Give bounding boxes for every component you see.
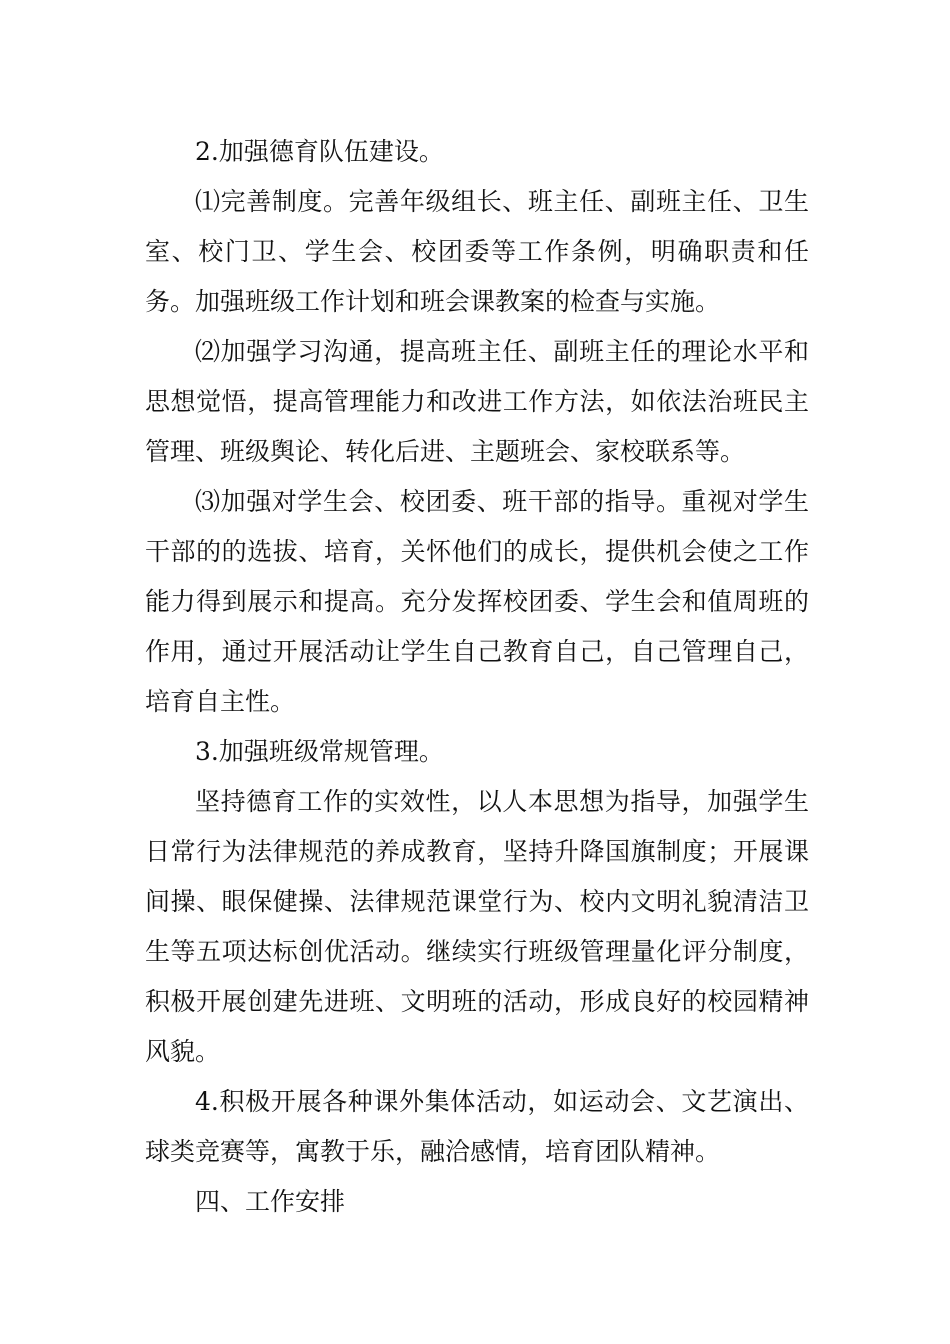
heading-moral-team: 2.加强德育队伍建设。 (195, 137, 444, 166)
paragraph-learning-communication: ⑵加强学习沟通，提高班主任、副班主任的理论水平和思想觉悟，提高管理能力和改进工作方法，如依法治班民主管理、班级舆论、转化后进、主题班会、家校联系等。 (145, 337, 809, 466)
heading-class-management: 3.加强班级常规管理。 (195, 737, 444, 766)
paragraph-moral-effectiveness: 坚持德育工作的实效性，以人本思想为指导，加强学生日常行为法律规范的养成教育，坚持升降国旗制度；开展课间操、眼保健操、法律规范课堂行为、校内文明礼貌清洁卫生等五项达标创优活动。继续实行班级管理量化评分制度，积极开展创建先进班、文明班的活动，形成良好的校园精神风貌。 (145, 787, 809, 1066)
document-body (145, 127, 809, 1227)
paragraph-student-guidance: ⑶加强对学生会、校团委、班干部的指导。重视对学生干部的的选拔、培育，关怀他们的成长，提供机会使之工作能力得到展示和提高。充分发挥校团委、学生会和值周班的作用，通过开展活动让学生自己教育自己，自己管理自己，培育自主性。 (145, 487, 809, 716)
paragraph-extracurricular: 4.积极开展各种课外集体活动，如运动会、文艺演出、球类竞赛等，寓教于乐，融洽感情，培育团队精神。 (145, 1087, 809, 1166)
heading-work-arrangement: 四、工作安排 (195, 1187, 346, 1216)
paragraph-system-improvement: ⑴完善制度。完善年级组长、班主任、副班主任、卫生室、校门卫、学生会、校团委等工作条例，明确职责和任务。加强班级工作计划和班会课教案的检查与实施。 (145, 187, 809, 316)
